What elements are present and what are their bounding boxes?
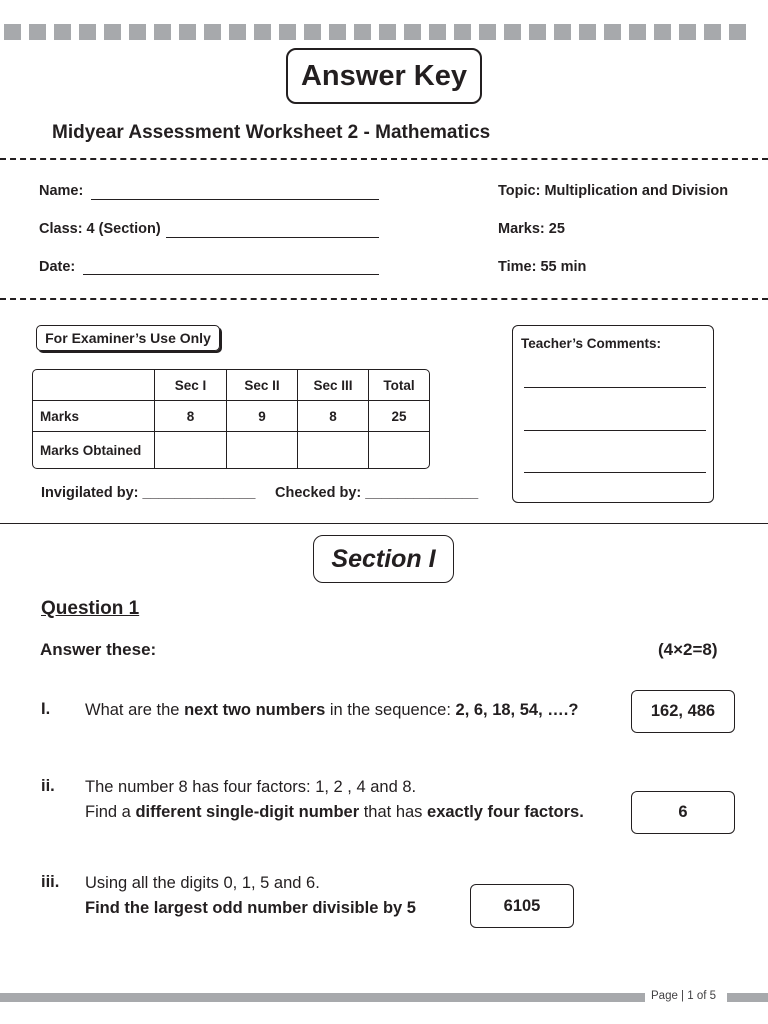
table-cell: 9	[227, 401, 298, 432]
question-text-part: in the sequence:	[325, 701, 456, 719]
marks-label: Marks: 25	[498, 221, 565, 237]
table-header-cell: Sec II	[227, 370, 298, 401]
date-field-line[interactable]	[83, 274, 379, 275]
date-label: Date:	[39, 259, 76, 275]
invigilated-by-label: Invigilated by: ______________	[41, 485, 256, 501]
question-text: The number 8 has four factors: 1, 2 , 4 and 8.	[85, 778, 417, 796]
page-number: Page | 1 of 5	[651, 990, 717, 1002]
question-text-part: Find a	[85, 803, 136, 821]
table-cell[interactable]	[369, 432, 429, 468]
question-number: iii.	[41, 873, 60, 891]
question-text-part: that has	[359, 803, 428, 821]
answer-box[interactable]: 6105	[470, 884, 574, 928]
table-header-cell	[33, 370, 155, 401]
table-cell[interactable]	[227, 432, 298, 468]
answer-box[interactable]: 6	[631, 791, 735, 834]
class-field-line[interactable]	[166, 237, 379, 238]
divider-top	[0, 158, 768, 160]
table-header-cell: Sec I	[155, 370, 227, 401]
question-instruction: Answer these:	[40, 640, 157, 659]
name-field-line[interactable]	[91, 199, 379, 200]
marks-table	[32, 369, 430, 469]
table-cell: 25	[369, 401, 429, 432]
topic-label: Topic: Multiplication and Division	[498, 183, 729, 199]
divider-middle	[0, 298, 768, 300]
worksheet-title: Midyear Assessment Worksheet 2 - Mathematics	[52, 122, 491, 143]
footer-bar-left	[0, 993, 645, 1002]
table-cell: Marks Obtained	[33, 432, 155, 468]
question-text-part: What are the	[85, 701, 185, 719]
section-divider	[0, 523, 768, 524]
top-border-decoration	[0, 24, 768, 40]
question-text	[85, 800, 584, 825]
footer-bar-right	[727, 993, 768, 1002]
name-label: Name:	[39, 183, 84, 199]
answer-key-title: Answer Key	[286, 48, 482, 104]
question-text-bold: next two numbers	[184, 701, 326, 719]
table-cell[interactable]	[155, 432, 227, 468]
class-label: Class: 4 (Section)	[39, 221, 161, 237]
table-header-cell: Sec III	[298, 370, 369, 401]
answer-box[interactable]: 162, 486	[631, 690, 735, 733]
question-text: Using all the digits 0, 1, 5 and 6.	[85, 874, 320, 892]
time-label: Time: 55 min	[498, 259, 587, 275]
question-text: Find the largest odd number divisible by 5	[85, 899, 416, 917]
comment-line[interactable]	[524, 430, 706, 431]
table-cell: Marks	[33, 401, 155, 432]
examiner-use-tag: For Examiner’s Use Only	[36, 325, 220, 351]
question-text-bold: exactly four factors.	[427, 803, 584, 821]
teacher-comments-title: Teacher’s Comments:	[521, 336, 662, 351]
table-cell[interactable]	[298, 432, 369, 468]
checked-by-label: Checked by: ______________	[275, 485, 479, 501]
table-header-row	[33, 370, 429, 401]
question-number: I.	[41, 700, 51, 718]
question-text	[85, 698, 578, 723]
table-cell: 8	[155, 401, 227, 432]
table-cell: 8	[298, 401, 369, 432]
question-title: Question 1	[41, 598, 140, 619]
section-title: Section I	[313, 535, 454, 583]
comment-line[interactable]	[524, 472, 706, 473]
comment-line[interactable]	[524, 387, 706, 388]
table-header-cell: Total	[369, 370, 429, 401]
table-row	[33, 432, 429, 468]
table-row	[33, 401, 429, 432]
teacher-comments-box	[512, 325, 714, 503]
question-text-bold: 2, 6, 18, 54, ….?	[455, 701, 579, 719]
question-text-bold: different single-digit number	[135, 803, 360, 821]
question-marks: (4×2=8)	[658, 640, 718, 659]
question-number: ii.	[41, 777, 55, 795]
